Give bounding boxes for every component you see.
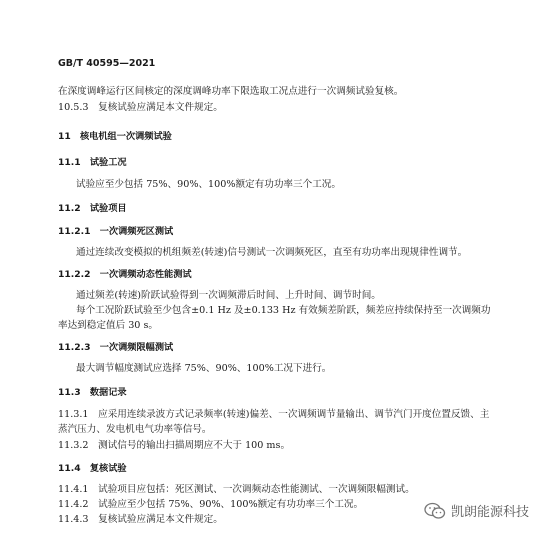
heading-11-2-2: 11.2.2 一次调频动态性能测试 bbox=[58, 269, 192, 280]
body-text: 蒸汽压力、发电机电气功率等信号。 bbox=[58, 424, 212, 435]
wechat-icon bbox=[424, 502, 446, 520]
clause-11-4-2: 11.4.2 试验应至少包括 75%、90%、100%额定有功功率三个工况。 bbox=[58, 499, 364, 510]
body-text: 试验应至少包括 75%、90%、100%额定有功功率三个工况。 bbox=[76, 179, 341, 190]
section-heading-11: 11 核电机组一次调频试验 bbox=[58, 131, 172, 142]
body-text: 通过连续改变模拟的机组频差(转速)信号测试一次调频死区，直至有功功率出现规律性调节。 bbox=[76, 247, 468, 258]
body-text: 率达到稳定值后 30 s。 bbox=[58, 320, 158, 331]
heading-11-4: 11.4 复核试验 bbox=[58, 463, 127, 474]
heading-11-2: 11.2 试验项目 bbox=[58, 203, 127, 214]
heading-11-1: 11.1 试验工况 bbox=[58, 157, 127, 168]
body-text: 每个工况阶跃试验至少包含±0.1 Hz 及±0.133 Hz 有效频差阶跃，频差应持续保持至一次调频功 bbox=[76, 305, 491, 316]
heading-11-2-3: 11.2.3 一次调频限幅测试 bbox=[58, 342, 174, 353]
body-text: 在深度调峰运行区间核定的深度调峰功率下限选取工况点进行一次调频试验复核。 bbox=[58, 86, 404, 97]
watermark bbox=[424, 501, 529, 520]
clause-11-4-1: 11.4.1 试验项目应包括：死区测试、一次调频动态性能测试、一次调频限幅测试。 bbox=[58, 484, 415, 495]
heading-11-2-1: 11.2.1 一次调频死区测试 bbox=[58, 226, 174, 237]
body-text: 最大调节幅度测试应选择 75%、90%、100%工况下进行。 bbox=[76, 363, 332, 374]
clause-11-3-2: 11.3.2 测试信号的输出扫描周期应不大于 100 ms。 bbox=[58, 440, 291, 451]
heading-11-3: 11.3 数据记录 bbox=[58, 387, 127, 398]
standard-code: GB/T 40595—2021 bbox=[58, 58, 156, 69]
clause-10-5-3: 10.5.3 复核试验应满足本文件规定。 bbox=[58, 102, 223, 113]
clause-11-4-3: 11.4.3 复核试验应满足本文件规定。 bbox=[58, 514, 223, 525]
body-text: 通过频差(转速)阶跃试验得到一次调频滞后时间、上升时间、调节时间。 bbox=[76, 290, 381, 301]
watermark-text: 凯朗能源科技 bbox=[451, 505, 530, 520]
clause-11-3-1: 11.3.1 应采用连续录波方式记录频率(转速)偏差、一次调频调节量输出、调节汽门开度位置反馈、主 bbox=[58, 409, 490, 420]
